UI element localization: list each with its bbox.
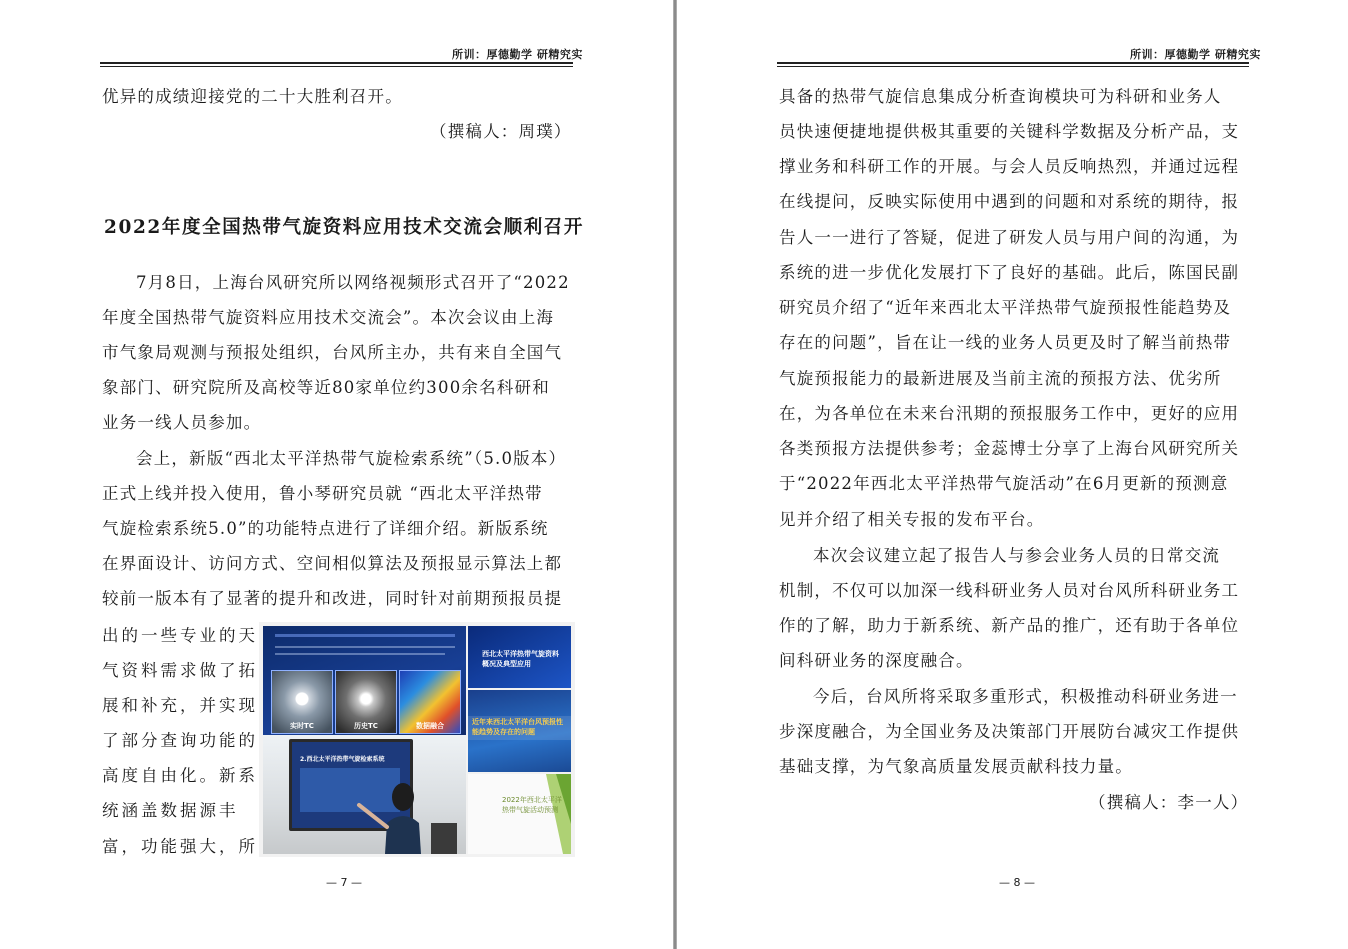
text-line: 较前一版本有了显著的提升和改进，同时针对前期预报员提: [102, 589, 563, 608]
screen-title: 2.西北太平洋热带气旋检索系统: [300, 756, 385, 763]
text-line: 告人一一进行了答疑，促进了研发人员与用户间的沟通，为: [779, 228, 1240, 247]
photo-collage: [259, 622, 575, 857]
slide-tc-prediction: [468, 774, 571, 854]
slide-forecast-trend: [468, 690, 571, 772]
page-right: [677, 0, 1348, 949]
page-left: [0, 0, 673, 949]
byline: （撰稿人：李一人）: [1089, 793, 1249, 812]
slide-title-line: 能趋势及存在的问题: [472, 728, 535, 736]
slide-report-title: [468, 626, 571, 688]
text-line: 市气象局观测与预报处组织，台风所主办，共有来自全国气: [102, 343, 563, 362]
text-line: 年度全国热带气旋资料应用技术交流会”。本次会议由上海: [102, 308, 555, 327]
text-line: 在线提问，反映实际使用中遇到的问题和对系统的期待，报: [779, 192, 1240, 211]
text-line: 今后，台风所将采取多重形式，积极推动科研业务进一: [813, 687, 1238, 706]
text-line: 了部分查询功能的: [102, 731, 258, 750]
text-line: 系统的进一步优化发展打下了良好的基础。此后，陈国民副: [779, 263, 1240, 282]
text-line: 气旋检索系统5.0”的功能特点进行了详细介绍。新版系统: [102, 519, 549, 538]
page-number: — 7 —: [326, 876, 362, 889]
typhoon-image: [335, 670, 397, 734]
text-line: 员快速便捷地提供极其重要的关键科学数据及分析产品，支: [779, 122, 1240, 141]
header-rule: [777, 62, 1249, 64]
text-line: 出的一些专业的天: [102, 626, 258, 645]
presenter-photo: [263, 735, 466, 854]
text-line: 正式上线并投入使用，鲁小琴研究员就 “西北太平洋热带: [102, 484, 543, 503]
text-line: 气旋预报能力的最新进展及当前主流的预报方法、优劣所: [779, 369, 1222, 388]
text-line: 展和补充，并实现: [102, 696, 258, 715]
text-line: 会上，新版“西北太平洋热带气旋检索系统”（5.0版本）: [136, 449, 567, 468]
slide-title-line: 2022年西北太平洋: [502, 796, 562, 804]
text-line: 于“2022年西北太平洋热带气旋活动”在6月更新的预测意: [779, 474, 1229, 493]
text-line: 撑业务和科研工作的开展。与会人员反响热烈，并通过远程: [779, 157, 1240, 176]
thumb-label: 数据融合: [416, 722, 444, 730]
slide-title-line: 概况及典型应用: [482, 660, 531, 668]
text-line: 作的了解，助力于新系统、新产品的推广，还有助于各单位: [779, 616, 1240, 635]
text-line: 各类预报方法提供参考；金蕊博士分享了上海台风研究所关: [779, 439, 1240, 458]
text-line: 富，功能强大，所: [102, 837, 258, 856]
text-line: 在界面设计、访问方式、空间相似算法及预报显示算法上都: [102, 554, 563, 573]
text-line: 业务一线人员参加。: [102, 413, 262, 432]
text-line: 优异的成绩迎接党的二十大胜利召开。: [102, 87, 403, 106]
text-line: 步深度融合，为全国业务及决策部门开展防台减灾工作提供: [779, 722, 1240, 741]
thumb-label: 历史TC: [354, 722, 378, 730]
page-number: — 8 —: [999, 876, 1035, 889]
text-line: 7月8日，上海台风研究所以网络视频形式召开了“2022: [136, 273, 570, 292]
text-line: 研究员介绍了“近年来西北太平洋热带气旋预报性能趋势及: [779, 298, 1232, 317]
text-line: 机制，不仅可以加深一线科研业务人员对台风所科研业务工: [779, 581, 1240, 600]
header-rule: [100, 62, 573, 64]
header-motto: 所训：厚德勤学 研精究实: [452, 48, 583, 61]
thumb-label: 实时TC: [290, 722, 314, 730]
data-fusion-image: [399, 670, 461, 734]
text-line: 基础支撑，为气象高质量发展贡献科技力量。: [779, 757, 1133, 776]
text-line: 见并介绍了相关专报的发布平台。: [779, 510, 1045, 529]
text-line: 本次会议建立起了报告人与参会业务人员的日常交流: [813, 546, 1221, 565]
text-line: 气资料需求做了拓: [102, 661, 258, 680]
text-line: 存在的问题”，旨在让一线的业务人员更及时了解当前热带: [779, 333, 1232, 352]
article-title: 2022年度全国热带气旋资料应用技术交流会顺利召开: [104, 217, 584, 238]
text-line: 象部门、研究院所及高校等近80家单位约300余名科研和: [102, 378, 550, 397]
slide-title-line: 热带气旋活动预测: [502, 806, 558, 814]
slide-title-line: 西北太平洋热带气旋资料: [482, 650, 559, 658]
typhoon-image: [271, 670, 333, 734]
slide-title-line: 近年来西北太平洋台风预报性: [472, 718, 563, 726]
text-line: 具备的热带气旋信息集成分析查询模块可为科研和业务人: [779, 87, 1222, 106]
text-line: 在，为各单位在未来台汛期的预报服务工作中，更好的应用: [779, 404, 1240, 423]
text-line: 统涵盖数据源丰: [102, 801, 239, 820]
text-line: 高度自由化。新系: [102, 766, 258, 785]
text-line: 间科研业务的深度融合。: [779, 651, 974, 670]
header-motto: 所训：厚德勤学 研精究实: [1130, 48, 1261, 61]
byline: （撰稿人：周璞）: [430, 122, 572, 141]
